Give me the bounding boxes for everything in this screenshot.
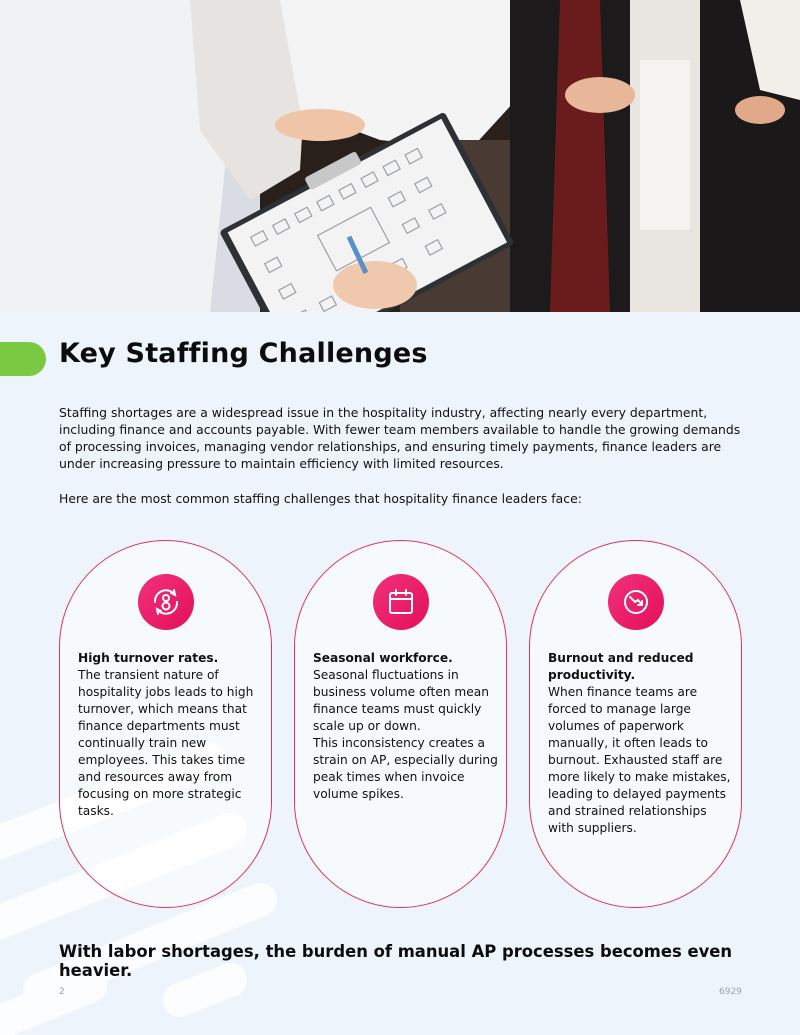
lead-sentence: Here are the most common staffing challenges that hospitality finance leaders face: — [59, 491, 582, 506]
hero-illustration — [0, 0, 800, 312]
card-text: When finance teams are forced to manage large volumes of paperwork manually, it often leads to burnout. Exhausted staff are more likely to make mistakes, leading to delayed payments and strained relationships with suppliers. — [548, 685, 731, 835]
card-body — [78, 650, 263, 820]
card-title: Burnout and reduced productivity. — [548, 651, 694, 682]
calendar-icon — [373, 574, 429, 630]
intro-paragraph: Staffing shortages are a widespread issue in the hospitality industry, affecting nearly every department, including finance and accounts payable. With fewer team members available to handle the growing demands of processing invoices, managing vendor relationships, and ensuring timely payments, finance leaders are under increasing pressure to maintain efficiency with limited resources. — [59, 405, 741, 471]
page-title: Key Staffing Challenges — [59, 338, 428, 369]
card-body — [313, 650, 498, 803]
card-body — [548, 650, 733, 837]
document-id: 6929 — [719, 987, 742, 997]
closing-statement: With labor shortages, the burden of manual AP processes becomes even heavier. — [59, 942, 733, 980]
challenge-card-seasonal — [294, 540, 507, 908]
card-title: Seasonal workforce. — [313, 651, 453, 665]
card-text: The transient nature of hospitality jobs leads to high turnover, which means that finance departments must continually train new employees. This takes time and resources away from focusing on more strategic tasks. — [78, 668, 254, 818]
card-text: Seasonal fluctuations in business volume often mean finance teams must quickly scale up or down. This inconsistency creates a strain on AP, especially during peak times when invoice volume spikes. — [313, 668, 498, 801]
page-number: 2 — [59, 987, 65, 997]
challenge-card-burnout — [529, 540, 742, 908]
turnover-cycle-icon — [138, 574, 194, 630]
card-title: High turnover rates. — [78, 651, 219, 665]
challenge-card-turnover — [59, 540, 272, 908]
hero-photo — [0, 0, 800, 312]
heading-accent-bar — [0, 342, 46, 376]
decline-arrow-icon — [608, 574, 664, 630]
